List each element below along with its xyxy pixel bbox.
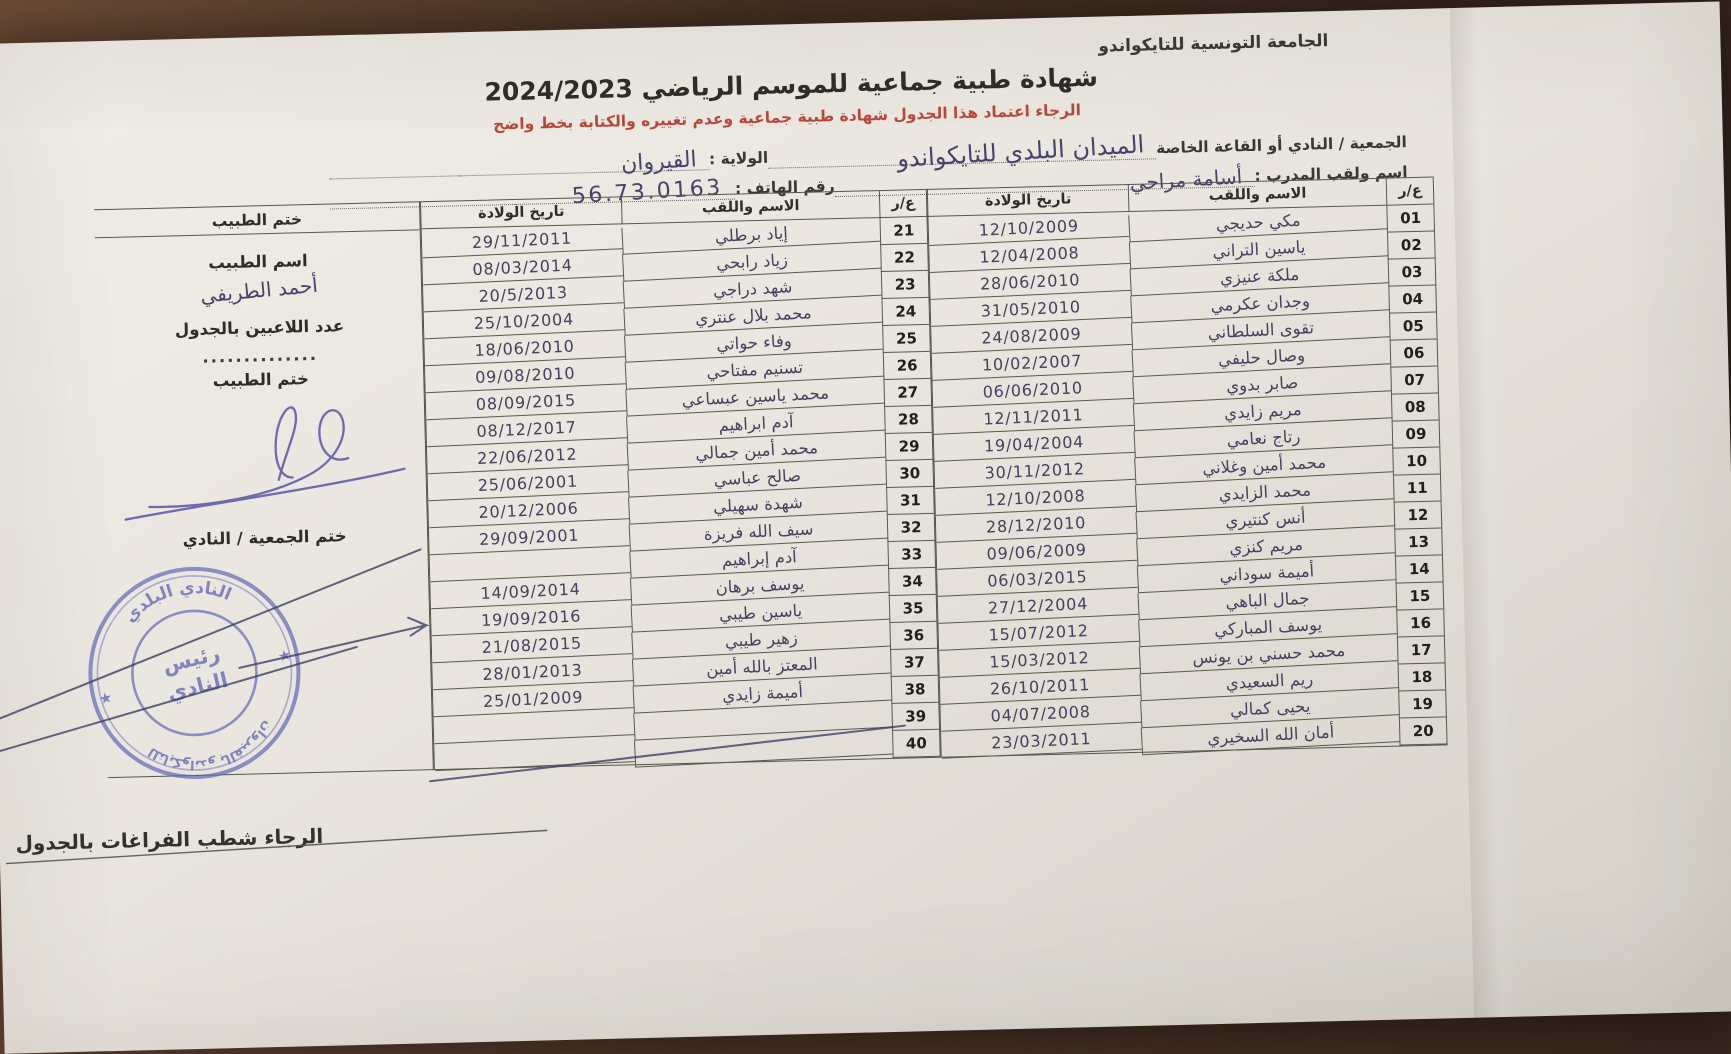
num-cell: 30 — [885, 460, 933, 488]
dob-cell: 12/04/2008 — [929, 237, 1130, 273]
num-cell: 31 — [886, 487, 934, 515]
coach-label: اسم ولقب المدرب : — [1254, 163, 1408, 185]
dob-cell: 12/10/2008 — [935, 480, 1136, 516]
panel-header: ختم الطبيب — [94, 202, 420, 238]
name-cell: آدم إبراهيم — [629, 539, 888, 579]
name-cell: زياد رابحي — [622, 242, 881, 282]
dob-cell: 09/06/2009 — [936, 534, 1137, 570]
dob-cell: 18/06/2010 — [424, 330, 625, 366]
doctor-name-handwritten: أحمد الطريفي — [198, 272, 319, 308]
dob-cell: 20/12/2006 — [428, 492, 629, 528]
dob-cell: 08/09/2015 — [425, 384, 626, 420]
name-cell: شهد دراجي — [623, 269, 882, 309]
dob-cell: 10/02/2007 — [932, 345, 1133, 381]
federation-name: الجامعة التونسية للتايكواندو — [1098, 31, 1329, 57]
name-cell: ملكة عنيزي — [1130, 256, 1389, 296]
name-cell: ياسين التراني — [1129, 229, 1388, 269]
dob-cell: 31/05/2010 — [930, 291, 1131, 327]
dob-cell: 06/06/2010 — [932, 372, 1133, 408]
dob-cell: 21/08/2015 — [431, 627, 632, 663]
dob-cell: 29/11/2011 — [421, 222, 622, 258]
num-cell: 11 — [1393, 474, 1441, 502]
players-count-label: عدد اللاعبين بالجدول — [174, 316, 345, 340]
dob-cell: 28/06/2010 — [930, 264, 1131, 300]
dob-cell: 12/10/2009 — [928, 210, 1129, 246]
dob-cell: 25/01/2009 — [433, 681, 634, 717]
name-cell: شهدة سهيلي — [628, 485, 887, 525]
dob-cell: 15/03/2012 — [939, 642, 1140, 678]
document-title: شهادة طبية جماعية للموسم الرياضي 2024/2023 — [484, 62, 1099, 107]
name-cell: تقوى السلطاني — [1131, 310, 1390, 350]
name-cell: أميمة سوداني — [1137, 553, 1396, 593]
dob-cell: 12/11/2011 — [933, 399, 1134, 435]
num-cell: 02 — [1387, 232, 1435, 260]
name-cell: رتاج نعامي — [1133, 418, 1392, 458]
name-cell: أنس كنتيري — [1135, 499, 1394, 539]
stamp-rim-top-text: النادي البلدي — [120, 577, 235, 627]
dob-cell: 08/03/2014 — [422, 249, 623, 285]
coach-handwritten-value: أسامة مراحي — [1129, 164, 1244, 195]
name-header: الاسم واللقب — [621, 191, 880, 224]
name-cell: محمد ياسين عبساعي — [625, 377, 884, 417]
num-cell: 38 — [891, 676, 939, 704]
name-cell: زهير طيبي — [631, 620, 890, 660]
svg-text:★: ★ — [96, 687, 115, 709]
dob-cell: 06/03/2015 — [937, 561, 1138, 597]
num-cell: 29 — [885, 433, 933, 461]
doctor-signature — [116, 381, 410, 538]
phone-label: رقم الهاتف : — [734, 177, 835, 198]
dob-cell: 04/07/2008 — [940, 696, 1141, 732]
paper-crease — [1450, 7, 1521, 1018]
name-cell: سيف الله فريزة — [629, 512, 888, 552]
name-cell: صالح عباسي — [627, 458, 886, 498]
name-cell: إياد برطلي — [621, 215, 880, 255]
doctor-stamp-label: ختم الطبيب — [212, 369, 310, 391]
table-left-half-rows-21-40 — [420, 189, 941, 770]
name-cell: محمد حسني بن يونس — [1139, 634, 1398, 674]
dob-cell: 27/12/2004 — [938, 588, 1139, 624]
name-cell: محمد بلال عنتري — [623, 296, 882, 336]
dob-cell: 20/5/2013 — [423, 276, 624, 312]
stamps-panel — [94, 201, 434, 778]
dob-cell: 08/12/2017 — [426, 411, 627, 447]
name-cell: وجدان عكرمي — [1130, 283, 1389, 323]
num-cell: 13 — [1394, 528, 1442, 556]
num-cell: 15 — [1396, 582, 1444, 610]
players-table — [94, 177, 1448, 779]
num-cell: 39 — [891, 703, 939, 731]
dotted-leader — [329, 157, 459, 179]
num-cell: 07 — [1390, 366, 1438, 394]
num-cell: 14 — [1395, 555, 1443, 583]
wilaya-field — [459, 147, 709, 177]
name-header: الاسم واللقب — [1128, 179, 1387, 212]
name-cell: وفاء حواتي — [624, 323, 883, 363]
dob-header: تاريخ الولادة — [928, 185, 1129, 217]
num-cell: 18 — [1398, 663, 1446, 691]
dob-cell: 28/12/2010 — [936, 507, 1137, 543]
num-cell: 34 — [888, 568, 936, 596]
num-cell: 25 — [882, 325, 930, 353]
dob-cell: 25/10/2004 — [423, 303, 624, 339]
dob-cell: 15/07/2012 — [938, 615, 1139, 651]
num-cell: 16 — [1396, 609, 1444, 637]
name-cell: أمان الله السخيري — [1141, 715, 1400, 755]
club-stamp-label: ختم الجمعية / النادي — [182, 526, 347, 550]
wilaya-label: الولاية : — [708, 148, 769, 169]
num-cell: 40 — [892, 730, 940, 758]
table-right-half-rows-01-20 — [927, 177, 1448, 758]
name-cell: يوسف المباركي — [1138, 607, 1397, 647]
num-cell: 23 — [881, 271, 929, 299]
num-cell: 09 — [1392, 420, 1440, 448]
dob-cell: 26/10/2011 — [940, 669, 1141, 705]
name-cell: يوسف برهان — [630, 566, 889, 606]
dob-cell: 19/09/2016 — [431, 600, 632, 636]
num-cell: 36 — [889, 622, 937, 650]
name-cell: صابر بدوي — [1132, 364, 1391, 404]
svg-text:★: ★ — [275, 645, 294, 666]
stamp-center-line2: النادي — [164, 667, 231, 706]
name-cell: المعتز بالله أمين — [632, 647, 891, 687]
name-cell: ريم السعيدي — [1139, 661, 1398, 701]
num-cell: 08 — [1391, 393, 1439, 421]
num-cell: 03 — [1388, 259, 1436, 287]
num-cell: 33 — [887, 541, 935, 569]
dob-cell: 29/09/2001 — [429, 519, 630, 555]
num-cell: 32 — [887, 514, 935, 542]
dob-cell: 25/06/2001 — [427, 465, 628, 501]
dob-cell: 22/06/2012 — [427, 438, 628, 474]
name-cell: وصال حليفي — [1132, 337, 1391, 377]
num-cell: 21 — [880, 217, 928, 245]
footer-note: الرجاء شطب الفراغات بالجدول — [15, 823, 324, 856]
phone-handwritten-value: 56.73.0163 — [571, 175, 724, 210]
name-cell: يحيى كمالي — [1140, 688, 1399, 728]
num-cell: 27 — [883, 379, 931, 407]
num-header: ع/ر — [879, 190, 927, 218]
name-cell: مكي حديجي — [1128, 202, 1387, 242]
num-cell: 26 — [883, 352, 931, 380]
doctor-name-label: اسم الطبيب — [207, 251, 308, 273]
svg-text:النادي البلدي — [116, 567, 238, 630]
num-cell: 12 — [1394, 501, 1442, 529]
num-cell: 06 — [1390, 339, 1438, 367]
num-cell: 24 — [882, 298, 930, 326]
num-cell: 28 — [884, 406, 932, 434]
dob-cell: 09/08/2010 — [425, 357, 626, 393]
dob-cell: 19/04/2004 — [934, 426, 1135, 462]
dob-cell: 14/09/2014 — [430, 573, 631, 609]
num-cell: 10 — [1392, 447, 1440, 475]
num-cell: 17 — [1397, 636, 1445, 664]
stamp-center-line1: رئيس — [160, 640, 223, 678]
num-cell: 19 — [1398, 690, 1446, 718]
num-cell: 04 — [1388, 286, 1436, 314]
num-cell: 01 — [1386, 205, 1434, 233]
num-cell: 20 — [1399, 717, 1447, 745]
name-cell: أميمة زايدي — [633, 674, 892, 714]
dob-cell: 24/08/2009 — [931, 318, 1132, 354]
name-cell: محمد الزايدي — [1135, 472, 1394, 512]
dob-cell: 28/01/2013 — [432, 654, 633, 690]
dob-cell: 30/11/2012 — [934, 453, 1135, 489]
num-cell: 37 — [890, 649, 938, 677]
club-handwritten-value: الميدان البلدي للتايكواندو — [896, 130, 1145, 173]
stamp-rim-bottom-text: للتايكواندو بالقيروان — [145, 717, 276, 772]
name-cell: محمد أمين وغلاني — [1134, 445, 1393, 485]
red-notice: الرجاء اعتماد هذا الجدول شهادة طبية جماعية وعدم تغييره والكتابة بخط واضح — [492, 101, 1082, 134]
scanned-paper — [0, 1, 1731, 1053]
name-cell: جمال الباهي — [1137, 580, 1396, 620]
club-round-stamp — [58, 537, 330, 809]
club-label: الجمعية / النادي أو القاعة الخاصة — [1155, 133, 1408, 158]
num-cell: 35 — [889, 595, 937, 623]
dob-header: تاريخ الولادة — [421, 197, 622, 229]
num-cell: 22 — [880, 244, 928, 272]
name-cell: مريم زايدي — [1133, 391, 1392, 431]
num-header: ع/ر — [1386, 178, 1434, 206]
players-count-value: .............. — [202, 344, 319, 367]
wilaya-handwritten-value: القيروان — [620, 147, 698, 177]
name-cell: آدم ابراهيم — [626, 404, 885, 444]
num-cell: 05 — [1389, 313, 1437, 341]
dob-cell: 23/03/2011 — [941, 723, 1142, 759]
name-cell: مريم كنزي — [1136, 526, 1395, 566]
name-cell: ياسين طيبي — [631, 593, 890, 633]
name-cell: محمد أمين جمالي — [627, 431, 886, 471]
name-cell: تسنيم مفتاحي — [625, 350, 884, 390]
